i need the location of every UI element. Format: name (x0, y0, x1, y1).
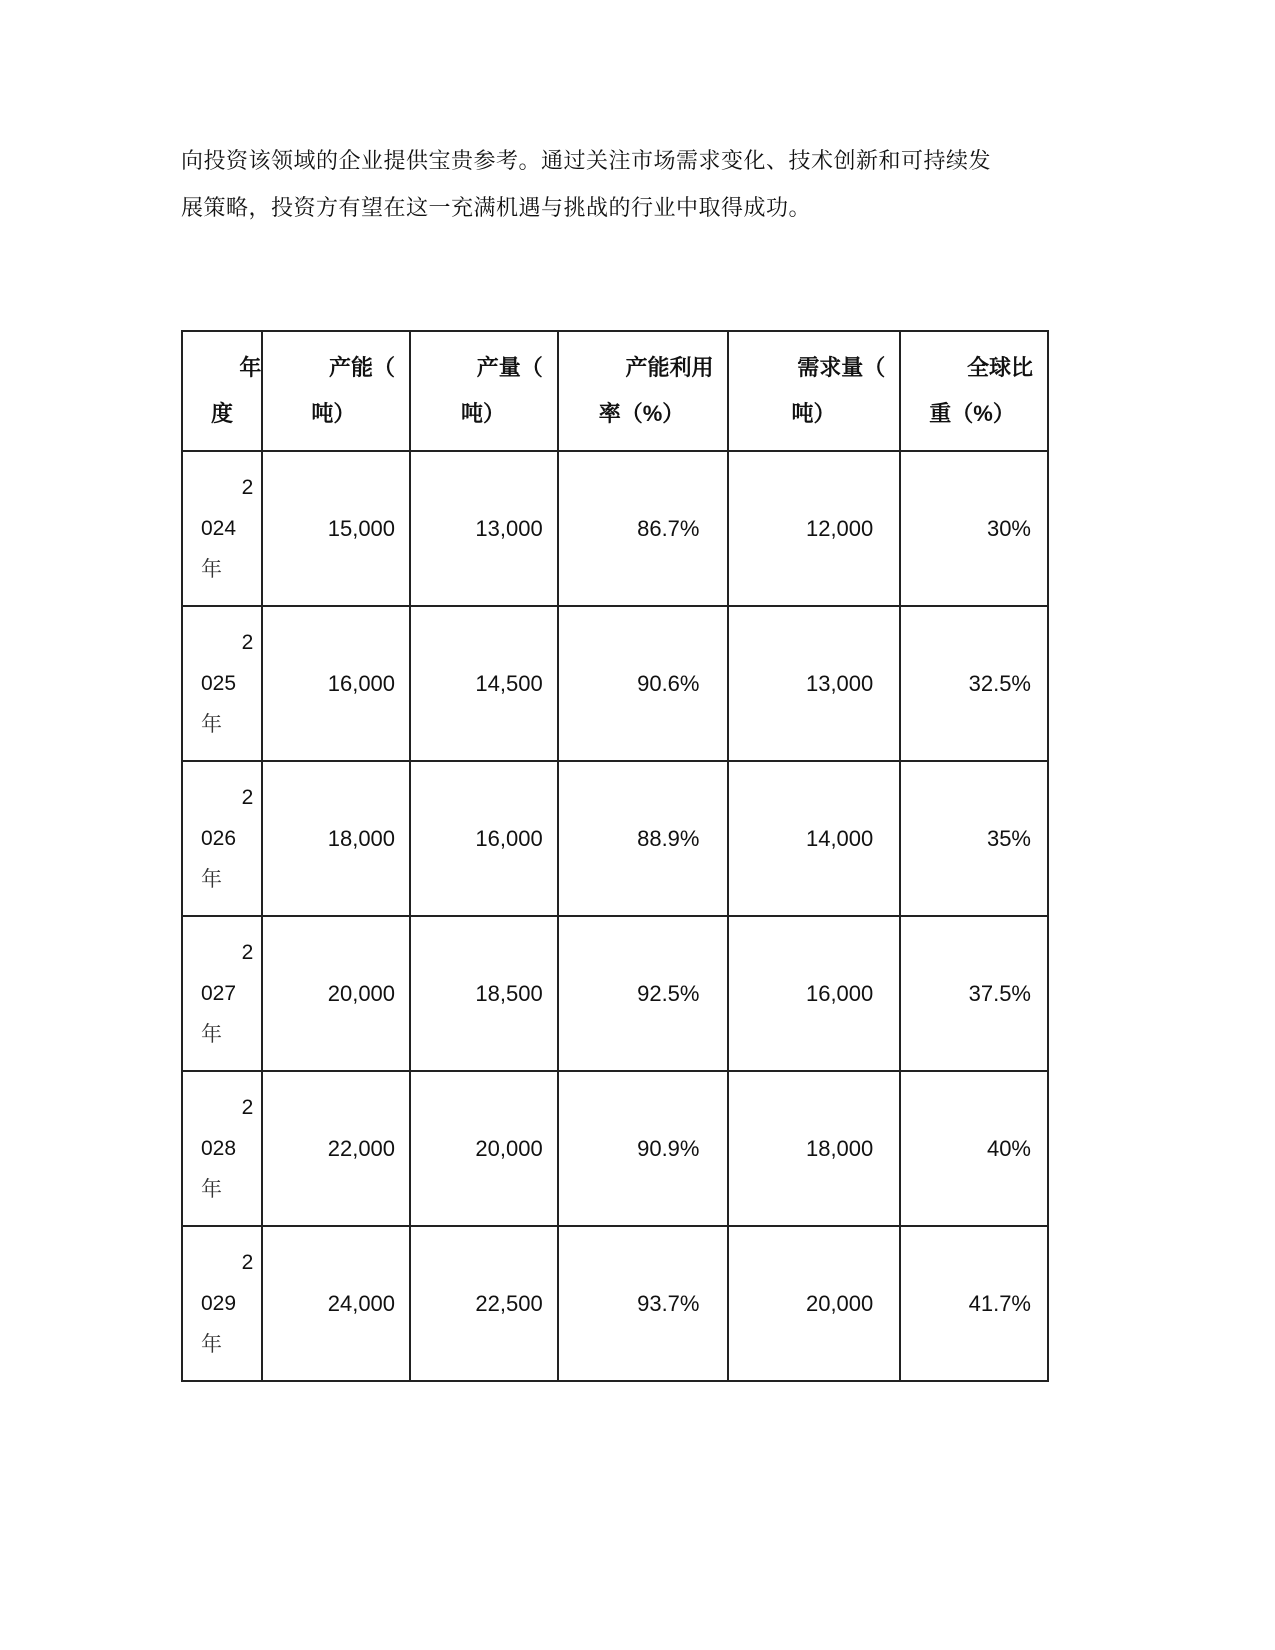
year-cell (182, 761, 262, 916)
header-year (182, 331, 262, 451)
capacity-cell: 24,000 (262, 1226, 410, 1381)
year-line1: 2 (241, 941, 254, 964)
year-line1: 2 (241, 786, 254, 809)
header-share-line2: 重（%） (929, 401, 1015, 426)
table-row (182, 451, 1048, 606)
header-capacity (262, 331, 410, 451)
utilization-cell: 90.6% (558, 606, 729, 761)
header-capacity-line1: 产能（ (329, 355, 396, 380)
year-cell (182, 606, 262, 761)
utilization-cell: 93.7% (558, 1226, 729, 1381)
header-share (900, 331, 1048, 451)
year-cell (182, 451, 262, 606)
capacity-cell: 22,000 (262, 1071, 410, 1226)
year-line1: 2 (241, 476, 254, 499)
paragraph-line-1: 向投资该领域的企业提供宝贵参考。通过关注市场需求变化、技术创新和可持续发 (181, 149, 992, 174)
demand-cell: 16,000 (728, 916, 900, 1071)
header-demand-line2: 吨） (791, 401, 836, 426)
capacity-table (181, 330, 1049, 1382)
demand-cell: 18,000 (728, 1071, 900, 1226)
year-line3: 年 (201, 867, 222, 891)
year-line1: 2 (241, 1251, 254, 1274)
table-row (182, 1226, 1048, 1381)
header-utilization (558, 331, 729, 451)
year-line1: 2 (241, 1096, 254, 1119)
output-cell: 14,500 (410, 606, 558, 761)
year-cell (182, 1071, 262, 1226)
capacity-cell: 15,000 (262, 451, 410, 606)
header-share-line1: 全球比 (966, 355, 1033, 380)
header-capacity-line2: 吨） (311, 401, 356, 426)
year-line1: 2 (241, 631, 254, 654)
header-output-line2: 吨） (461, 401, 506, 426)
year-cell (182, 1226, 262, 1381)
demand-cell: 13,000 (728, 606, 900, 761)
demand-cell: 14,000 (728, 761, 900, 916)
year-line2: 029 (201, 1292, 237, 1315)
capacity-cell: 20,000 (262, 916, 410, 1071)
output-cell: 22,500 (410, 1226, 558, 1381)
table-row (182, 916, 1048, 1071)
demand-cell: 12,000 (728, 451, 900, 606)
utilization-cell: 88.9% (558, 761, 729, 916)
share-cell: 41.7% (900, 1226, 1048, 1381)
header-utilization-line2: 率（%） (598, 401, 685, 426)
year-line3: 年 (201, 712, 222, 736)
body-paragraph (181, 138, 1061, 232)
capacity-cell: 18,000 (262, 761, 410, 916)
year-line3: 年 (201, 1332, 222, 1356)
share-cell: 32.5% (900, 606, 1048, 761)
year-cell (182, 916, 262, 1071)
table-row (182, 606, 1048, 761)
utilization-cell: 90.9% (558, 1071, 729, 1226)
header-year-line1: 年 (239, 355, 262, 380)
output-cell: 13,000 (410, 451, 558, 606)
demand-cell: 20,000 (728, 1226, 900, 1381)
header-output (410, 331, 558, 451)
year-line3: 年 (201, 1022, 222, 1046)
share-cell: 40% (900, 1071, 1048, 1226)
paragraph-line-2: 展策略，投资方有望在这一充满机遇与挑战的行业中取得成功。 (181, 196, 812, 221)
capacity-cell: 16,000 (262, 606, 410, 761)
year-line3: 年 (201, 1177, 222, 1201)
header-utilization-line1: 产能利用 (625, 355, 714, 380)
share-cell: 35% (900, 761, 1048, 916)
output-cell: 16,000 (410, 761, 558, 916)
share-cell: 30% (900, 451, 1048, 606)
header-year-line2: 度 (211, 401, 234, 426)
table-header (182, 331, 1048, 451)
year-line3: 年 (201, 557, 222, 581)
header-output-line1: 产量（ (476, 355, 543, 380)
year-line2: 025 (201, 672, 237, 695)
output-cell: 18,500 (410, 916, 558, 1071)
table-body (182, 451, 1048, 1381)
year-line2: 024 (201, 517, 237, 540)
output-cell: 20,000 (410, 1071, 558, 1226)
header-row (182, 331, 1048, 451)
year-line2: 028 (201, 1137, 237, 1160)
header-demand-line1: 需求量（ (797, 355, 886, 380)
year-line2: 027 (201, 982, 237, 1005)
table-row (182, 1071, 1048, 1226)
utilization-cell: 92.5% (558, 916, 729, 1071)
header-demand (728, 331, 900, 451)
table-row (182, 761, 1048, 916)
utilization-cell: 86.7% (558, 451, 729, 606)
year-line2: 026 (201, 827, 237, 850)
share-cell: 37.5% (900, 916, 1048, 1071)
